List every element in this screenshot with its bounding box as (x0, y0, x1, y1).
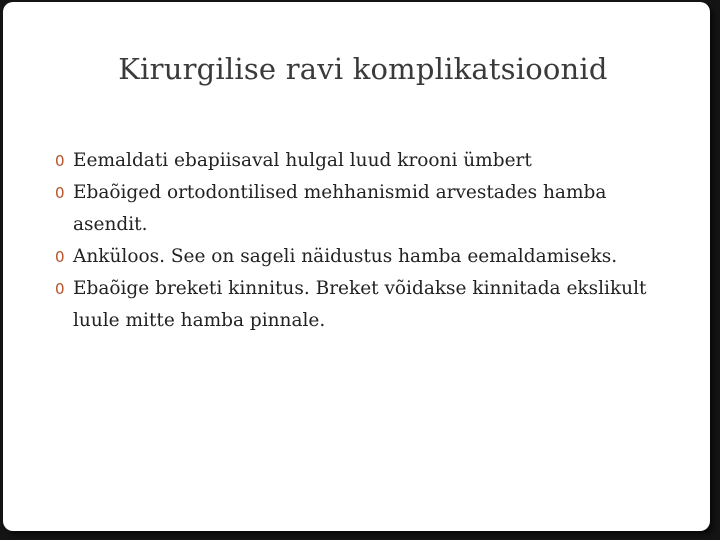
bullet-marker: 0 (55, 184, 65, 202)
bullet-item (55, 273, 655, 337)
bullet-text: Ebaõige breketi kinnitus. Breket võidakse kinnitada ekslikult luule mitte hamba pinnale. (73, 278, 647, 331)
slide-title: Kirurgilise ravi komplikatsioonid (118, 52, 608, 86)
bullet-item (55, 177, 655, 241)
bullet-list (55, 145, 655, 337)
bullet-marker: 0 (55, 248, 65, 266)
slide (3, 2, 710, 531)
bullet-text: Anküloos. See on sageli näidustus hamba eemaldamiseks. (73, 246, 618, 267)
bullet-item (55, 145, 655, 177)
bullet-marker: 0 (55, 152, 65, 170)
bullet-text: Eemaldati ebapiisaval hulgal luud krooni ümbert (73, 150, 532, 171)
bullet-item (55, 241, 655, 273)
bullet-marker: 0 (55, 280, 65, 298)
bullet-text: Ebaõiged ortodontilised mehhanismid arvestades hamba asendit. (73, 182, 607, 235)
